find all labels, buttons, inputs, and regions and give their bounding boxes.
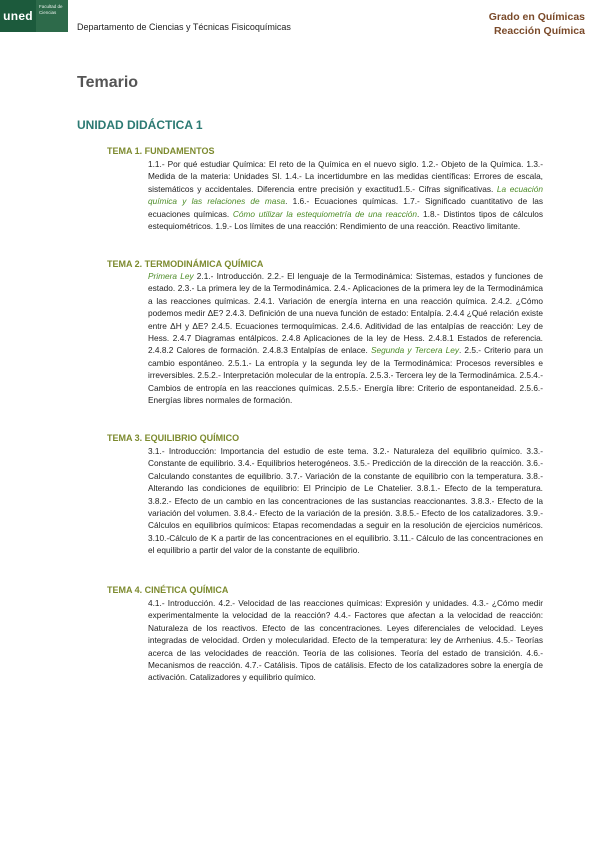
degree-name: Grado en Químicas — [488, 11, 585, 23]
tema-1-text-2: . 1.6.- Ecuaciones químicas. 1.7.- Significado cuantitativo de las ecuaciones químicas. — [148, 196, 543, 219]
header-right — [489, 10, 585, 38]
tema-2-text-2: . 2.5.- Criterio para un cambio espontáneo. 2.5.1.- La entropía y la segunda ley de la Termodinámica: Procesos reversibles e irreversibles. 2.5.2.- Interpretación molecular de la entropía. 2.5.3.- Tercera ley de la Termodinámica. 2.5.4.- Cambios de entropía en las reacciones químicas. 2.5.5.- Energía libre: Criterio de espontaneidad. 2.5.6.- Energías libres normales de formación. — [148, 345, 543, 406]
tema-1-text-3: . 1.8.- Distintos tipos de cálculos estequiométricos. 1.9.- Los límites de una reacción: Rendimiento de una reacción. Reactivo limitante. — [148, 208, 543, 232]
tema-4-body — [148, 597, 543, 684]
unit-title: UNIDAD DIDÁCTICA 1 — [77, 118, 203, 132]
uned-logo — [0, 0, 68, 32]
tema-4-text: 4.1.- Introducción. 4.2.- Velocidad de las reacciones químicas: Expresión y unidades. 4.3.- ¿Cómo medir experimentalmente la velocidad de la reacción? 4.4.- Factores que afectan a la velocidad de reacción: Naturaleza de los reactivos. Efecto de las concentraciones. Leyes diferenciales de velocidad. Leyes integradas de velocidad. Orden y molecularidad. Efecto de la temperatura: ley de Arrhenius. 4.5.- Teorías acerca de las velocidades de reacción. Teoría de las colisiones. Teoría del estado de transición. 4.6.- Mecanismos de reacción. 4.7.- Catálisis. Tipos de catálisis. Efecto de los catalizadores sobre la energía de activación. Catalizadores y equilibrio químico. — [148, 598, 543, 683]
course-name: Reacción Química — [493, 25, 585, 37]
tema-3-title: TEMA 3. EQUILIBRIO QUÍMICO — [107, 433, 240, 443]
tema-2-title: TEMA 2. TERMODINÁMICA QUÍMICA — [107, 259, 264, 269]
tema-2-highlight-1: Primera Ley — [148, 271, 194, 281]
logo-subtext: Facultad de Ciencias — [36, 0, 68, 32]
tema-1-highlight-2: Cómo utilizar la estequiometría de una reacción — [232, 208, 418, 219]
tema-2-highlight-2: Segunda y Tercera Ley — [370, 345, 459, 356]
tema-3-text: 3.1.- Introducción: Importancia del estudio de este tema. 3.2.- Naturaleza del equilibrio químico. 3.3.- Constante de equilibrio. 3.4.- Equilibrios heterogéneos. 3.5.- Predicción de la dirección de la reacción. 3.6.- Calculando constantes de equilibrio. 3.7.- Variación de la constante de equilibrio con la temperatura. 3.8.- Alterando las condiciones de equilibrio: El Principio de Le Chatelier. 3.8.1.- Efecto de la temperatura. 3.8.2.- Efecto de un cambio en las concentraciones de las sustancias reaccionantes. 3.8.3.- Efecto de la variación del volumen. 3.8.4.- Efecto de la variación de la presión. 3.8.5.- Efecto de los catalizadores. 3.9.- Cálculos en equilibrios químicos: Etapas recomendadas a seguir en la resolución de ejercicios numéricos. 3.10.-Cálculo de K a partir de las concentraciones en el equilibrio. 3.11.- Cálculo de las concentraciones en el equilibrio a partir del valor de la constante de equilibrio. — [148, 446, 543, 556]
tema-4-title: TEMA 4. CINÉTICA QUÍMICA — [107, 585, 229, 595]
logo-text: uned — [0, 0, 36, 32]
tema-1-text-1: 1.1.- Por qué estudiar Química: El reto de la Química en el nuevo siglo. 1.2.- Objeto de la Química. 1.3.-Medida de la materia: Unidades SI. 1.4.- La incertidumbre en las medidas científicas: Errores de escala, sistemáticos y accidentales. Diferencia entre precisión y exactitud1.5.- Cifras significativas. — [148, 159, 543, 194]
tema-1-body — [148, 158, 543, 232]
page-title: Temario — [77, 74, 139, 91]
tema-2-text-1: 2.1.- Introducción. 2.2.- El lenguaje de la Termodinámica: Sistemas, estados y funciones de estado. 2.3.- La primera ley de la Termodinámica. 2.4.- Aplicaciones de la primera ley de la Termodinámica a las reacciones químicas. 2.4.1. Variación de energía interna en una reacción química. 2.4.2. ¿Cómo podemos medir ΔE? 2.4.3. Definición de una nueva función de estado: Entalpía. 2.4.4 ¿Qué relación existe entre ΔH y ΔE? 2.4.5. Ecuaciones termoquímicas. 2.4.6. Aditividad de las entalpías de reacción: Ley de Hess. 2.4.7 Diagramas entálpicos. 2.4.8 Aplicaciones de la ley de Hess. 2.4.8.1 Estados de referencia. 2.4.8.2 Calores de formación. 2.4.8.3 Entalpías de enlace. — [148, 271, 543, 356]
tema-1-title: TEMA 1. FUNDAMENTOS — [107, 146, 215, 156]
tema-3-body — [148, 445, 543, 557]
tema-1-highlight-1: La ecuación química y las relaciones de masa — [148, 183, 543, 207]
tema-2-body — [148, 270, 543, 406]
department-name: Departamento de Ciencias y Técnicas Fisicoquímicas — [77, 22, 291, 32]
